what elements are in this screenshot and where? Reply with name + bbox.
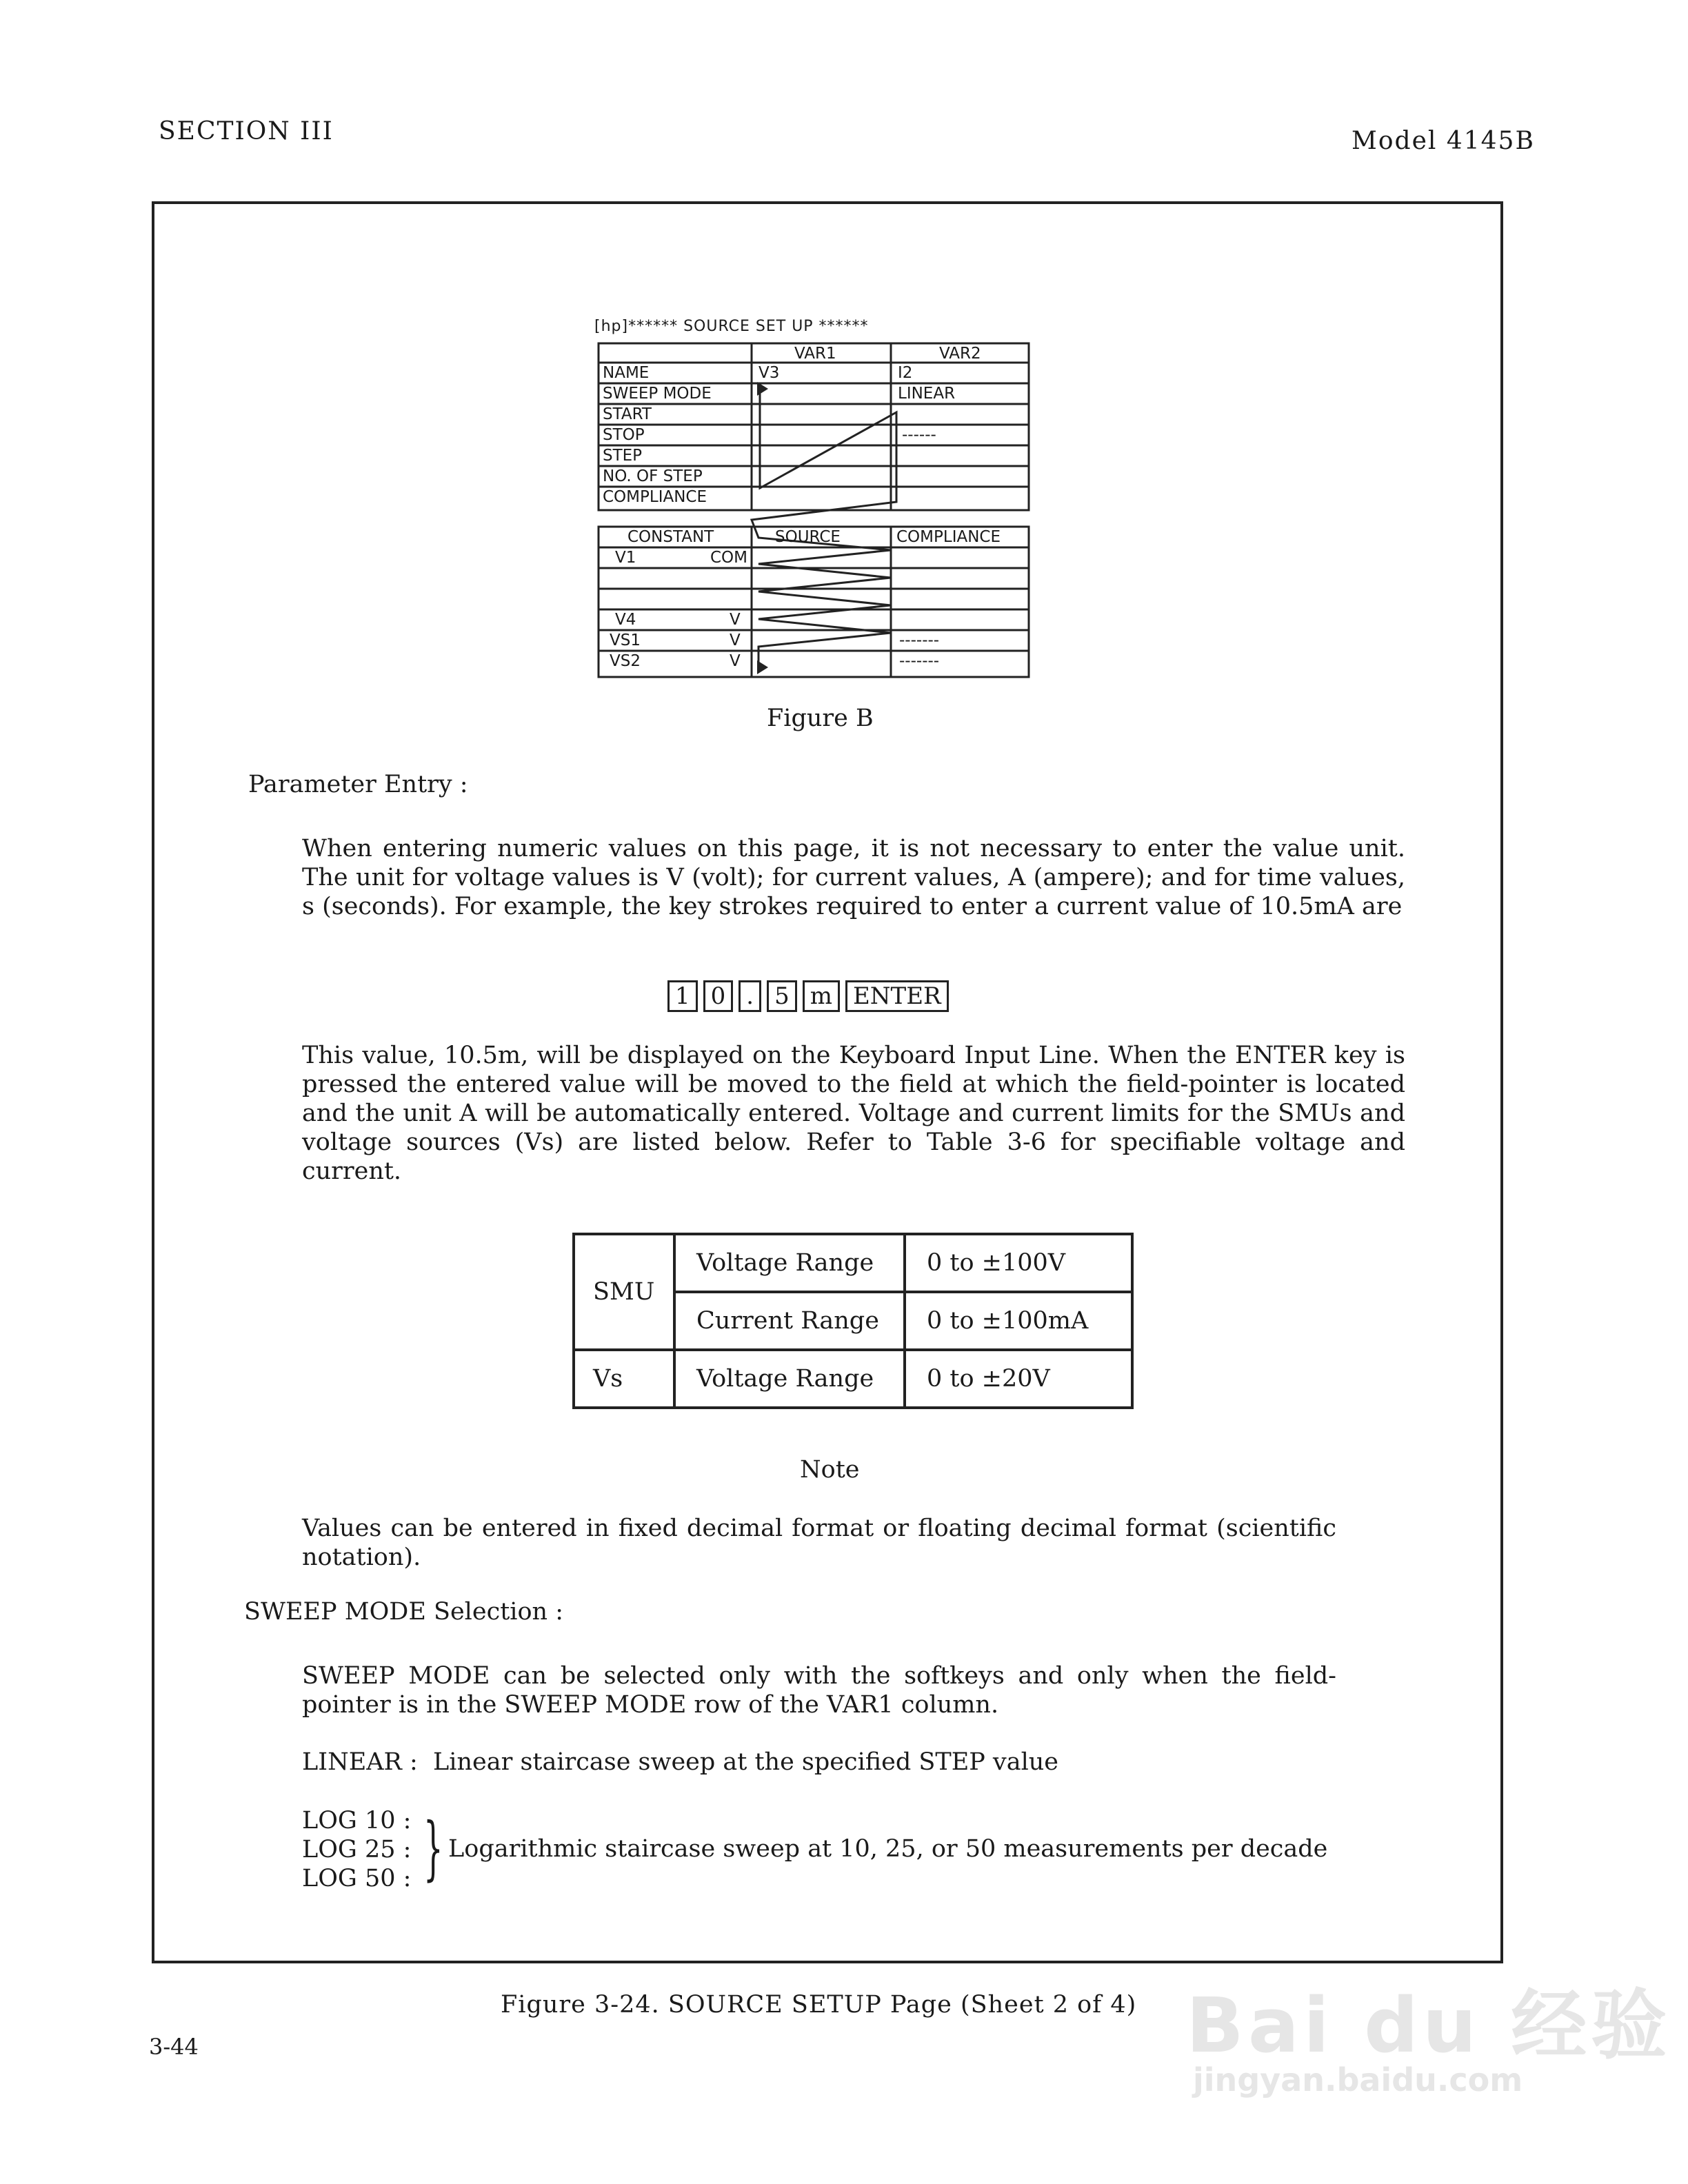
const-row-mode: V (730, 652, 741, 670)
range-name: Voltage Range (674, 1350, 905, 1408)
constant-header: CONSTANT (627, 528, 714, 546)
row-start: START (603, 405, 652, 423)
row-compliance: COMPLIANCE (603, 488, 707, 506)
log-50-label: LOG 50 : (302, 1865, 412, 1892)
smu-label: SMU (574, 1234, 674, 1350)
log-10-label: LOG 10 : (302, 1807, 412, 1834)
const-row-name: V4 (615, 611, 636, 629)
range-name: Voltage Range (674, 1234, 905, 1292)
range-value: 0 to ±20V (905, 1350, 1132, 1408)
key-5: 5 (767, 980, 797, 1012)
vs2-compliance-dashes: ------- (899, 652, 940, 670)
row-step: STEP (603, 447, 643, 465)
key-m: m (803, 980, 840, 1012)
var2-name-value[interactable]: I2 (898, 364, 913, 382)
field-pointer-end-icon (757, 660, 768, 674)
range-value: 0 to ±100mA (905, 1292, 1132, 1350)
range-name: Current Range (674, 1292, 905, 1350)
baidu-watermark-url: jingyan.baidu.com (1193, 2061, 1523, 2099)
var1-header: VAR1 (794, 345, 836, 363)
keystroke-sequence (667, 980, 954, 1012)
section-label: SECTION III (159, 117, 334, 145)
compliance-header: COMPLIANCE (896, 528, 1001, 546)
baidu-watermark-logo: Bai du 经验 (1186, 1981, 1671, 2070)
figure-caption: Figure 3-24. SOURCE SETUP Page (Sheet 2 of 4) (501, 1991, 1137, 2019)
const-row-name: V1 (615, 549, 636, 567)
brace-icon: } (423, 1808, 443, 1888)
range-table (572, 1233, 1134, 1409)
linear-description: LINEAR : Linear staircase sweep at the specified STEP value (302, 1748, 1059, 1776)
var2-stop-value: ------ (902, 426, 936, 444)
const-row-name: VS2 (610, 652, 641, 670)
key-0: 0 (703, 980, 734, 1012)
parameter-entry-heading: Parameter Entry : (248, 771, 468, 798)
key-enter: ENTER (845, 980, 949, 1012)
const-row-name: VS1 (610, 631, 641, 649)
const-row-mode: V (730, 611, 741, 629)
keyboard-input-paragraph: This value, 10.5m, will be displayed on the Keyboard Input Line. When the ENTER key is pressed the entered value will be moved to the field at which the field-pointer is located and the unit A will be automatically entered. Voltage and current limits for the SMUs and voltage sources (Vs) are listed below. Refer to Table 3-6 for specifiable voltage and current. (302, 1042, 1405, 1185)
sweep-mode-text: SWEEP MODE can be selected only with the softkeys and only when the field-pointer is in the SWEEP MODE row of the VAR1 column. (302, 1662, 1336, 1719)
range-value: 0 to ±100V (905, 1234, 1132, 1292)
screen-title: [hp]****** SOURCE SET UP ****** (594, 318, 869, 335)
page-number: 3-44 (149, 2034, 199, 2060)
vs1-compliance-dashes: ------- (899, 631, 940, 649)
note-heading: Note (800, 1456, 860, 1484)
log-list (302, 1806, 411, 1893)
const-row-mode: COM (710, 549, 748, 567)
var2-header: VAR2 (939, 345, 981, 363)
source-setup-screen (594, 316, 1036, 681)
sweep-mode-heading: SWEEP MODE Selection : (244, 1598, 563, 1626)
row-sweep-mode: SWEEP MODE (603, 385, 712, 403)
key-1: 1 (667, 980, 698, 1012)
row-stop: STOP (603, 426, 645, 444)
log-description: Logarithmic staircase sweep at 10, 25, or 50 measurements per decade (448, 1835, 1328, 1863)
parameter-entry-paragraph: When entering numeric values on this page, it is not necessary to enter the value unit. The unit for voltage values is V (volt); for current values, A (ampere); and for time values, s (seconds). For example, the key strokes required to enter a current value of 10.5mA are (302, 835, 1405, 920)
vs-label: Vs (574, 1350, 674, 1408)
key-decimal: . (738, 980, 761, 1012)
model-label: Model 4145B (1352, 127, 1535, 155)
source-header: SOURCE (775, 528, 841, 546)
figure-b-caption: Figure B (767, 705, 874, 732)
log-25-label: LOG 25 : (302, 1836, 412, 1863)
const-row-mode: V (730, 631, 741, 649)
note-text: Values can be entered in fixed decimal format or floating decimal format (scientific notation). (302, 1515, 1336, 1571)
var2-mode-value[interactable]: LINEAR (898, 385, 956, 403)
var1-name-value[interactable]: V3 (758, 364, 780, 382)
row-name: NAME (603, 364, 650, 382)
row-no-of-step: NO. OF STEP (603, 467, 703, 485)
